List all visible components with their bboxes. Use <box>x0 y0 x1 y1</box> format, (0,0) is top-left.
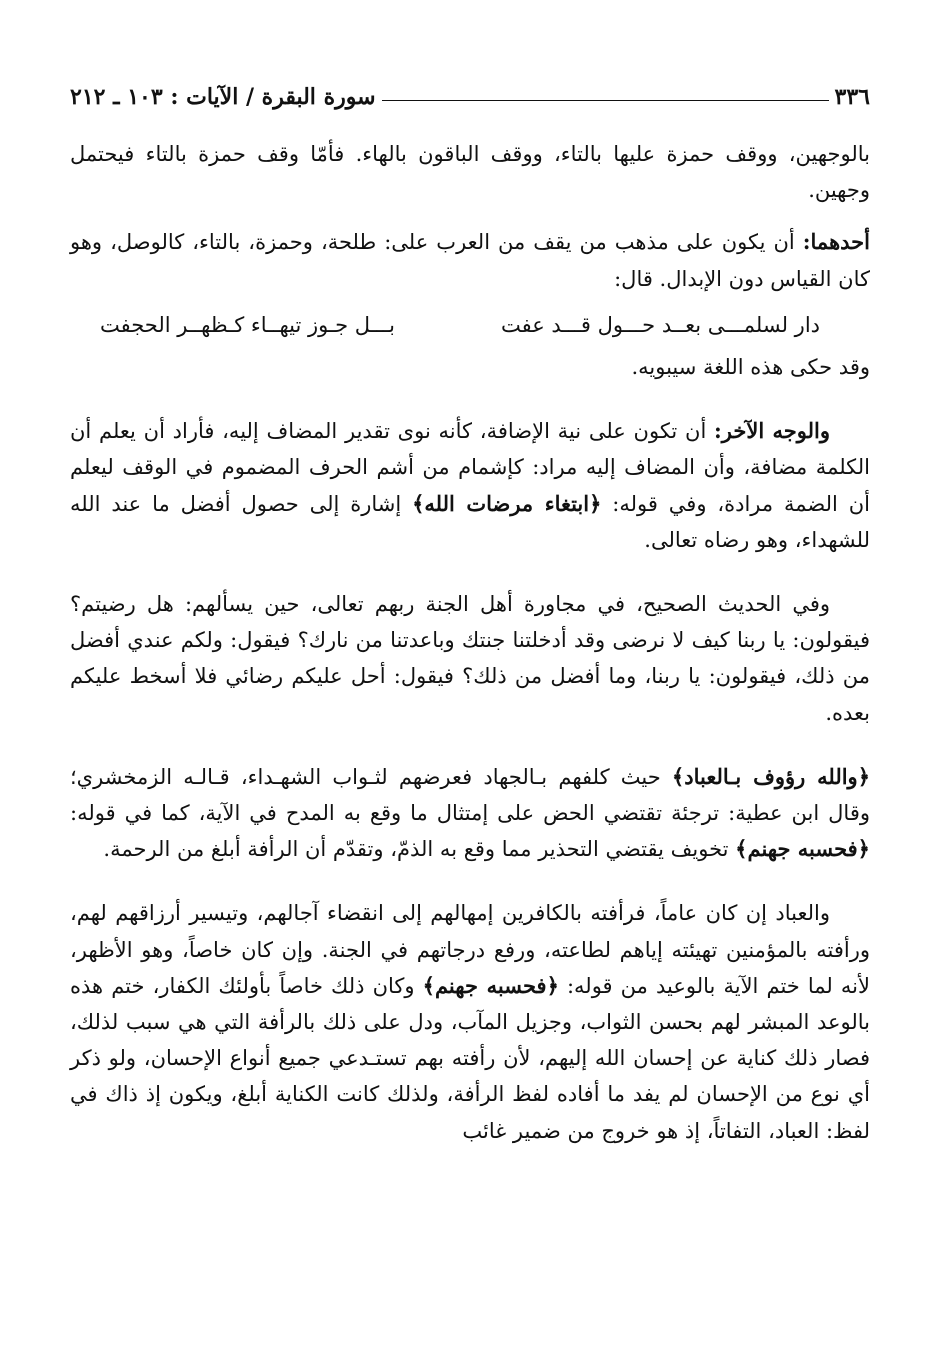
paragraph-sibawayh <box>70 349 870 385</box>
quran-quote: ﴿ابتغاء مرضات الله﴾ <box>412 490 602 516</box>
verse-first-hemistich: دار لسلمـــى بعــد حـــول قـــد عفت <box>500 312 820 337</box>
paragraph-second-view <box>70 413 870 558</box>
paragraph-text: والعباد إن كان عاماً، فرأفته بالكافرين إمهالهم إلى انقضاء آجالهم، وتيسير أرزاقهم لهم، ورأفته بالمؤمنين تهيئته إياهم لطاعته، ورفع درجاتهم في الجنة. وإن كان خاصاً، وهو الأظهر، لأنه لما ختم الآية بالوعيد من قوله: <box>70 901 870 998</box>
paragraph-text: بالوجهين، ووقف حمزة عليها بالتاء، ووقف الباقون بالهاء. فأمّا وقف حمزة بالتاء فيحتمل وجهين. <box>70 142 870 203</box>
paragraph-first-view <box>70 224 870 296</box>
paragraph-two-readings <box>70 136 870 208</box>
paragraph-text: وفي الحديث الصحيح، في مجاورة أهل الجنة ربهم تعالى، حين يسألهم: هل رضيتم؟ فيقولون: يا ربنا كيف لا نرضى وقد أدخلتنا جنتك وباعدتنا من نارك؟ فيقول: ولكم عندي أفضل من ذلك، فيقولون: يا ربنا، وما أفضل من ذلك؟ فيقول: أحل عليكم رضائي فلا أسخط عليكم بعده. <box>70 592 870 725</box>
poetry-verse <box>70 307 870 343</box>
paragraph-compassion <box>70 759 870 868</box>
paragraph-text: إشارة إلى حصول أفضل ما عند الله للشهداء، وهو رضاه تعالى. <box>70 491 870 552</box>
verse-second-hemistich: بـــل جـوز تيهــاء كـظهــر الحجفت <box>100 312 396 337</box>
paragraph-text: وقد حكى هذه اللغة سيبويه. <box>631 355 870 380</box>
page-number: ٣٣٦ <box>834 84 870 110</box>
paragraph-lead: أحدهما: <box>802 229 870 255</box>
running-header <box>70 78 870 110</box>
paragraph-servants <box>70 895 870 1148</box>
paragraph-lead: والوجه الآخر: <box>714 418 831 444</box>
header-rule <box>382 100 829 101</box>
paragraph-text: أن يكون على مذهب من يقف من العرب على: طلحة، وحمزة، بالتاء، كالوصل، وهو كان القياس دون الإبدال. قال: <box>70 230 870 291</box>
quran-quote: ﴿فحسبه جهنم﴾ <box>422 972 559 998</box>
paragraph-hadith <box>70 586 870 731</box>
quran-quote: ﴿فحسبه جهنم﴾ <box>735 836 870 862</box>
section-title: سورة البقرة / الآيات : ١٠٣ ـ ٢١٢ <box>70 84 376 110</box>
paragraph-text: حيث كلفهم بـالجهاد فعرضهم لثـواب الشهـداء، قـالـه الزمخشري؛ وقال ابن عطية: ترجئة تقتضي الحض على إمتثال ما وقع به المدح في الآية، كما في قوله: <box>70 764 870 826</box>
book-page <box>70 78 870 1149</box>
paragraph-text: أن تكون على نية الإضافة، كأنه نوى تقدير المضاف إليه، فأراد أن يعلم أن الكلمة مضافة، وأن المضاف إليه مراد: كإشمام من أشم الحرف المضموم في الوقف ليعلم أن الضمة مرادة، وفي قوله: <box>70 419 870 516</box>
paragraph-text: وكان ذلك خاصاً بأولئك الكفار، ختم هذه بالوعد المبشر لهم بحسن الثواب، وجزيل المآب، ودل على ذلك بالرأفة التي هي سبب لذلك، فصار ذلك كناية عن إحسان الله إليهم، لأن رأفته بهم تستـدعي جميع أنواع الإحسان، ولو ذكر أي نوع من الإحسان لم يفد ما أفاده لفظ الرأفة، ولذلك كانت الكناية أبلغ، ويكون إذ ذاك في لفظ: العباد، التفاتاً، إذ هو خروج من ضمير غائب <box>70 973 870 1143</box>
quran-quote: ﴿والله رؤوف بـالعباد﴾ <box>671 763 870 789</box>
paragraph-text: تخويف يقتضي التحذير مما وقع به الذمّ، وتقدّم أن الرأفة أبلغ من الرحمة. <box>103 837 736 862</box>
